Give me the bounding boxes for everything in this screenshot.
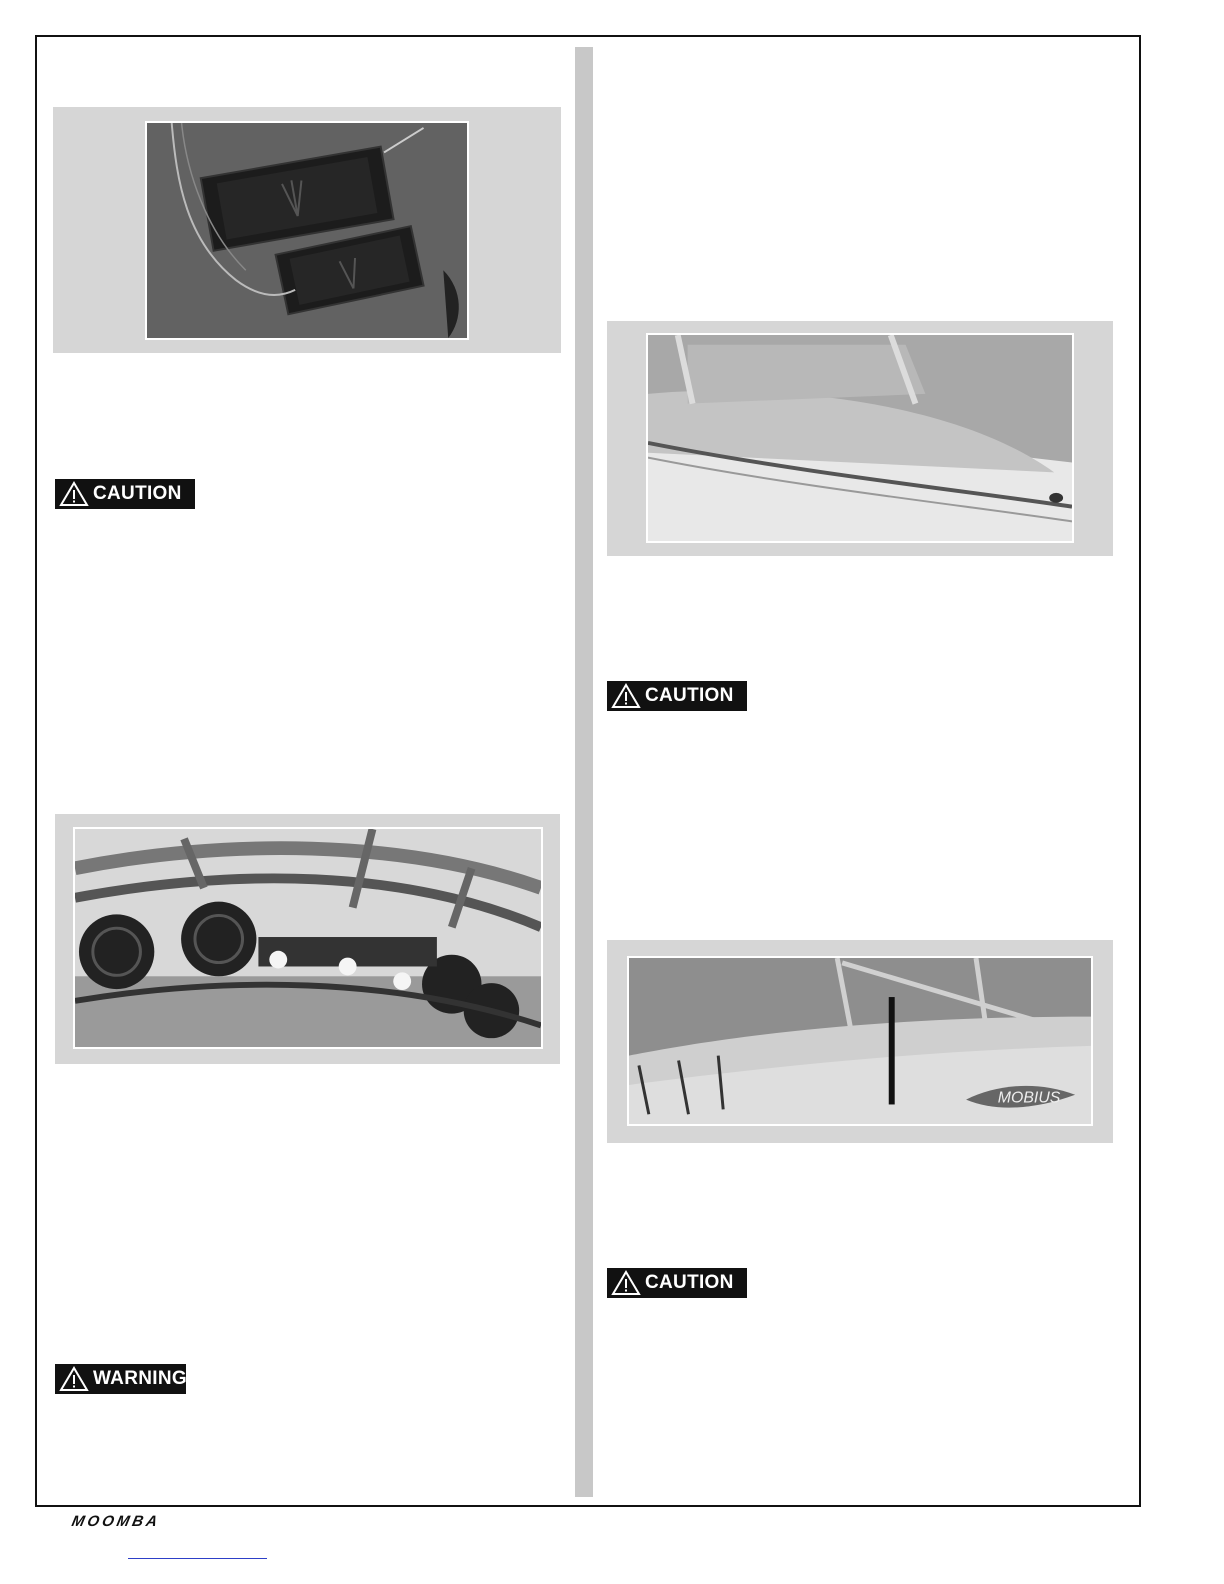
warning-triangle-icon — [59, 481, 89, 507]
amplifiers-photo — [145, 121, 469, 340]
caution-text: CAUTION — [93, 483, 182, 504]
warning-triangle-icon — [59, 1366, 89, 1392]
caution-text: CAUTION — [645, 1272, 734, 1293]
caution-text: CAUTION — [645, 685, 734, 706]
bow-cover-photo — [646, 333, 1074, 543]
warning-triangle-icon — [611, 1270, 641, 1296]
warning-triangle-icon — [611, 683, 641, 709]
caution-label-3 — [607, 1268, 747, 1298]
moomba-logo: MOOMBA — [70, 1513, 162, 1530]
boat-cover-pole-photo — [627, 956, 1093, 1126]
warning-label-1 — [55, 1364, 186, 1394]
bow-cover-photo-panel — [607, 321, 1113, 556]
caution-label-1 — [55, 479, 195, 509]
tower-speakers-photo-panel — [55, 814, 560, 1064]
column-divider — [575, 47, 593, 1497]
boat-cover-pole-photo-panel — [607, 940, 1113, 1143]
caution-label-2 — [607, 681, 747, 711]
boat-brand-lettering: MOBIUS — [997, 1089, 1061, 1107]
tower-speakers-photo — [73, 827, 543, 1049]
warning-text: WARNING — [93, 1368, 187, 1389]
amplifiers-photo-panel — [53, 107, 561, 353]
footer-link-underline — [128, 1558, 267, 1559]
